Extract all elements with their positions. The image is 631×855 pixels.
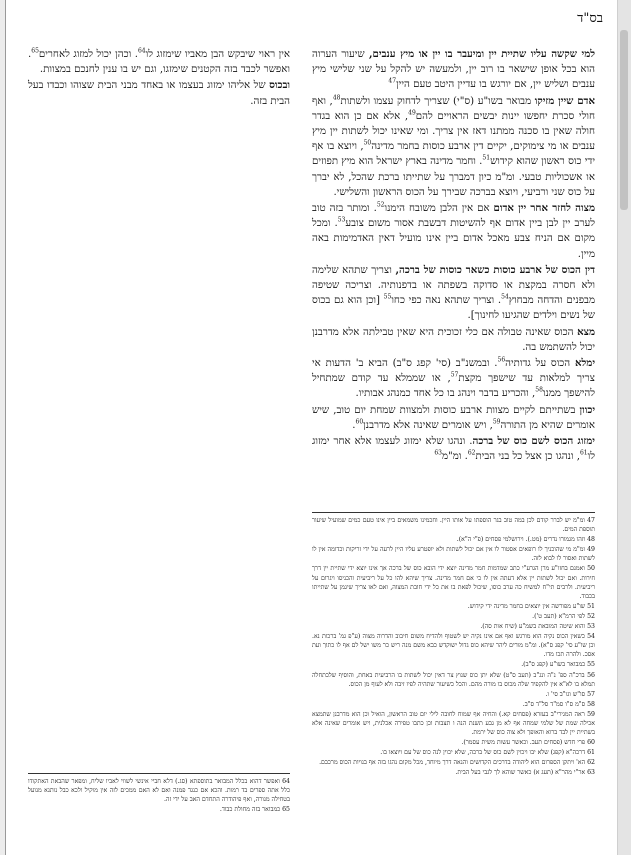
footnote: 55 כמבואר בשו"ע (קפג ס"ב). (521, 661, 595, 669)
footnote: 48 וזהו מגמורו נדרים (מט.). וירושלמי פסחים (פ"י ה"א). (456, 536, 595, 544)
footnote-ref: 65 (31, 47, 39, 55)
paragraph-text: . ונהגו שלא ימזוג לעצמו אלא אחר ימזוג לו (312, 436, 595, 463)
scrollbar-thumb[interactable] (620, 30, 628, 210)
bsd-header: בס"ד (577, 11, 603, 26)
vertical-scrollbar[interactable] (617, 0, 631, 855)
paragraph-bold-lead: למי שקשה עליו שתיית יין ומיעבר בו יין או מיץ ענבים, (368, 48, 595, 60)
paragraph-text: . (352, 419, 356, 431)
footnote: 47 ומ"מ יש לברר קודם לכן במה טוב בגר הוספתו על אותו היין. וחכמינו משמאים ביין אינו טעם כמים שמועיל שיעור תוספת המים. (312, 517, 595, 534)
main-text-right-column (312, 47, 595, 465)
paragraph-text: מבואר בשו"ע (ס"י) שצריך לדחוק עצמו ולשתות (340, 95, 535, 107)
paragraph (28, 78, 290, 108)
footnote: 65 כמבואר בזה מחולת כבוד. (219, 806, 290, 814)
footnote-ref: 61 (579, 449, 588, 457)
footnote: 63 אר"י מהר"א (תעג א) כאשר שוהא לך לגבי בעל הבית. (455, 769, 595, 777)
paragraph (312, 201, 595, 262)
footnote: 51 שו"ע מפורשה אין יוצאים בחמר מדינה ידי קידוש. (467, 602, 595, 610)
footnote-ref: 64 (137, 47, 146, 55)
footnote-ref: 60 (355, 418, 364, 426)
document-page (5, 0, 620, 855)
footnotes-left-column (28, 773, 290, 815)
paragraph-text: , אלא אם כן הוא בגדר חולה שאין בו סכנה ממתנו דאז אין צריך. ומי שאינו יכול לשתות יין מיץ ענבים או מי צימוקים, יקיים דין ארבע כוסות בחמר מדינה (312, 110, 595, 153)
footnote: 49 ומ"מ מי שהוכניך לו רופאים אסטור לו אין אם יכול לשתות ולא יופטרע עליו היין לרעה על ידי זריקות וכדומה אין לו לשתות ואסור לו לבוא לזה. (312, 546, 595, 563)
paragraph-text: אם אין הלבן משובח הימנו (384, 203, 494, 215)
paragraph (312, 325, 595, 355)
paragraph (28, 47, 290, 77)
paragraph-text: . וחמר מדינה בארץ ישראל הוא מיץ תפוזים או אשכוליות טבעי. ומ"מ כיון דמברך על שתייתו ברכת שהכל, לא יברך על כוס שני ורביעי, ויוצא בברכה שבירך על הכוס הראשון והשלישי. (312, 156, 595, 198)
paragraph-bold-lead: ימזוג הכוס לשם כוס של ברכה (472, 435, 595, 448)
paragraph-text: של אליהו ימזוג בעצמו או באחד מבני הבית שצוהו וכבדו בעל הבית בזה. (28, 80, 290, 107)
footnote-ref: 52 (376, 201, 385, 209)
paragraph-bold-lead: אדם שיין מזיקו (534, 94, 596, 107)
footnote: 61 דרכה"א (קפג) שלא יבו ויכוין לשם כוס של ברכה, שלא יכוין לנה כוס של עם ויוצאו בו. (380, 749, 595, 757)
paragraph-bold-lead: יכוון (579, 403, 595, 416)
paragraph (312, 47, 595, 93)
footnote-ref: 58 (535, 387, 543, 395)
footnote: 64 ואפשר דהוא בכלל המבואר בתוספתא (סג.) דלא חביי אינשי לשווי לאביו שליח, ומפאר שהבאת האתקודו כלל אתה ספרים בד רמות. והכא אם כנגד פמנה ואם לא האם ממכים לזה אין מוקיל ולכא כבל נותנא מנועל בטחילה מנורה, ואף פיהודרה התחדם האב על ידי זה. (28, 778, 290, 804)
footnote-ref: 55 (383, 293, 392, 301)
footnote-ref: 48 (332, 94, 341, 102)
paragraph-text: . ומ"מ (441, 451, 468, 463)
footnote-ref: 59 (492, 418, 501, 426)
footnote: 62 הא' ויתקן הספרום הוא ליהודה בדרכים הקדושים והנאה דרך מיוחד, מכל מקום נהגו בזה אף בנויות הכוס מרכבם. (319, 759, 595, 767)
footnote: 53 והוא שיטה המובאת בשמ"ע (שיח אות סה). (480, 623, 595, 631)
footnote-ref: 63 (434, 449, 442, 457)
footnote-ref: 57 (450, 371, 459, 379)
paragraph-text: . ומכל מקום אם הניח צבע מאכל אדום ביין אינו מועיל דאין האדמימות באה מיין. (312, 218, 595, 260)
paragraph (312, 403, 595, 433)
paragraph (312, 356, 595, 402)
footnote: 50 ואמנם בחזו"ע מרן הגרע"י כתב שמדמות חמר מדינה יוצא ידי הובא כוס של ברכה אך אינו יוצא ידי שתיית יין דרך חירות. ואם יכול לשתות יין אלא דעתה אין לו כי אם חמר מדינה. צריך שיהא להו כל על ריביעית והכניסו ויגרום על ריביעית. ולרבים תי"ח למשיח כה ערב כוסו, שיכול לפאת בו את כל ידי חובת המצוה, ואם לאו צריך שיגמן על שתייתו בכבוד. (312, 565, 595, 600)
paragraph-bold-lead: דין הכוס של ארבע כוסות כשאר כוסות של ברכה, (395, 263, 595, 276)
footnote: 57 סו"ש וגו"ב סי' ו. (545, 690, 595, 698)
paragraph (312, 263, 595, 324)
paragraph-bold-lead: ובכוס (269, 79, 290, 92)
paragraph-bold-lead: ימלא (574, 357, 595, 370)
footnote-ref: 50 (363, 139, 372, 147)
paragraph-text: הכוס שאינה טבולה אם כלי זכוכית היא שאין טבילתה אלא מדרבנן יכול להשתמש בה. (312, 326, 595, 353)
paragraph-text: אין ראוי שיבקש הבן מאביו שימזוג לו (145, 49, 291, 60)
paragraph-bold-lead: מצוה לחזר אחר יין אדום (493, 202, 595, 215)
paragraph-text: , והכריע בדבר וינהג בו כל אחד כמנהג אבותיו. (355, 388, 536, 400)
paragraph-bold-lead: מצא (577, 325, 595, 338)
footnote-ref: 53 (337, 216, 346, 224)
paragraph-text: בשתייתם לקיים מצוות ארבע כוסות ולמצוות שמחת יום טוב, שיש אומרים שהיא מן התורה (312, 404, 595, 431)
footnote-ref: 54 (501, 293, 509, 301)
footnote-ref: 49 (408, 109, 416, 117)
paragraph-text: וצריך שתהא שלימה ולא חסרה במקצת או סדוקה בשפתה או בדפנותיה. וצריכה שטיפה מבפנים והדחה מבחוץ (312, 264, 595, 307)
paragraph-text: . וכהן יכול למזוג לאחרים (38, 49, 138, 60)
paragraph-text: , ואף חולי סכרת יחפשו יינות יבשים הראויים להם (312, 95, 595, 122)
footnote: 52 לפי הרמ"א (תעב ט'). (532, 612, 595, 620)
footnote-ref: 62 (467, 449, 476, 457)
footnote-ref: 56 (497, 356, 506, 364)
paragraph-text: [וכן הוא גם בכוס של נשים וילדים שהגיעו לחינוך]. (312, 295, 595, 322)
paragraph-text: . ובמשנ"ב (סי' קפג ס"ב) הביא ב' הדעות אי צריך למלאות עד שישפך מקצת (312, 358, 595, 385)
paragraph-text: , ויש אומרים שאינה אלא מדרבנן (363, 419, 493, 431)
main-text-left-column (28, 47, 290, 110)
paragraph-text: , ונהגו כן אצל כל בני הבית (475, 451, 580, 463)
paragraph-text: . ואפשר לכבד בזה הקטנים שימזגו, וגם יש בו ענין לחנכם במצוות. (28, 49, 290, 76)
paragraph-text: הכוס על גדותיה (505, 358, 575, 370)
footnote-ref: 51 (482, 155, 491, 163)
footnote: 59 ראה המגירי"ב בעזרא (פסחים קא.) והחיה אף שמוח לחובה לילי יום טוב הראשון, הואיל וכן הוא מדרבנן שתמצא אכילה שמת של שלמי שמחה אף לא מן גבע תשנת הנה ו תצבות וכן כתבו טפירה אכלנית, ויש אומרים שאינה אלא בשתיית יין לבד ברוא והאופך ולא צוה כוס של ירמת. (312, 710, 595, 737)
footnote: 60 פרי חדש (פסחים תעב. וכאשר עשות משית עסמר). (461, 739, 595, 747)
footnote-ref: 47 (388, 78, 397, 86)
paragraph-text: שיעור הערוה הוא בכל אופן שישאר בו רוב יין, ולמעשה יש להקל על שני שלישי מיץ ענבים ושליש יין, אם יורגש בו עדיין היטב טעם היין (312, 49, 595, 91)
footnote: 54 כשאין הכוס נקיה הוא מורגש ואף אם אינו נקיה יש לשטוף ולהדיח משום חיבוב והדרוה מצוה (ע"פ גמ' ברכות נא. וכן שו"ע סי' קפג ס"א). ומ"מ מורים ליהר שיהא כוס גדול ישוקדש כבא משם מנה ריש כר משו ישל לם אף לו כתוך ועת אסכ. ולהרה תכו מדו. (312, 633, 595, 659)
paragraph (312, 434, 595, 464)
paragraph-text: , או שממלא עד קודם שמתחיל להישפך ממנו (312, 373, 595, 400)
paragraph-text: , ויוצא בו אף ידי כוס ראשון שהוא קידוש (312, 141, 595, 168)
paragraph-text: . ומותר בזה טוב לערב יין לבן ביין אדום אף להשיטות דבשבת אסור משום צובע (312, 203, 595, 230)
footnote: 56 ברכ"ה ספ' נ"ה ונג"ב (תעב ס"ט) שלא יתן כוס שנוץ צר דאין יכול לשתות בו הרביעית באחת, והוסיף שלכתחלה תמלא בו לא"א אין להקפיד שלה מכוס בו מורה מהם. והכל כשיעור שתהיה לפיו זיבה ולא לעוף מן הכוס. (312, 671, 595, 688)
footnote: 58 ס"מ ס"ו סמ"ד סל"ד ס"ב. (522, 700, 595, 708)
footnotes-right-column (312, 512, 595, 779)
paragraph-text: . וצריך שתהא נאה כפי כחו (391, 295, 502, 307)
paragraph (312, 94, 595, 200)
